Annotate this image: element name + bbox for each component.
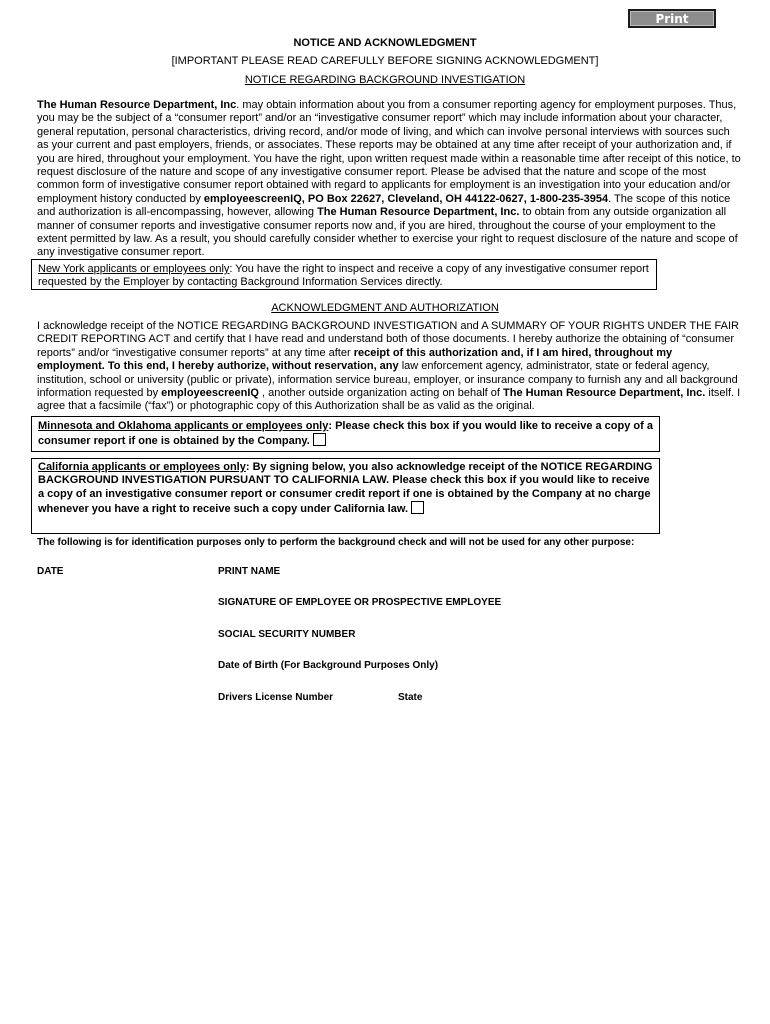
notice-heading <box>0 73 770 87</box>
ack-heading <box>0 301 770 315</box>
notice-company: The Human Resource Department, Inc <box>37 99 237 111</box>
ack-text-4: itself. I agree that a facsimile (“fax”) or photographic copy of this Authorization shall be as valid as the original. <box>37 387 741 413</box>
ack-text-1: I acknowledge receipt of the NOTICE REGARDING BACKGROUND INVESTIGATION and A SUMMARY OF YOUR RIGHTS UNDER THE FAIR CREDIT REPORTING ACT and certify that I have read and understand both of those documents. I hereby authorize the obtaining of “consumer reports” and/or “investigative consumer reports” at any time after <box>37 320 739 359</box>
ack-paragraph <box>37 320 741 414</box>
dob-label: Date of Birth (For Background Purposes Only) <box>218 660 439 671</box>
ack-text-2: law enforcement agency, administrator, state or federal agency, institution, school or university (public or private), information service bureau, employer, or insurance company to furnish any and all background information requested by <box>37 360 738 400</box>
notice-agency: employeescreenIQ, PO Box 22627, Cleveland, OH 44122-0627, 1-800-235-3954 <box>203 192 609 205</box>
ack-heading-text: ACKNOWLEDGMENT AND AUTHORIZATION <box>271 302 499 314</box>
ack-agency: employeescreenIQ <box>161 387 259 400</box>
ack-company: The Human Resource Department, Inc. <box>503 387 706 400</box>
notice-paragraph <box>37 99 741 260</box>
minnesota-checkbox[interactable] <box>313 433 326 446</box>
minnesota-label: Minnesota and Oklahoma applicants or employees only <box>38 420 329 432</box>
minnesota-text: : Please check this box if you would like to receive a copy of a consumer report if one is obtained by the Company. <box>38 420 653 448</box>
state-label: State <box>398 692 423 703</box>
print-name-label: PRINT NAME <box>218 566 281 577</box>
signature-label: SIGNATURE OF EMPLOYEE OR PROSPECTIVE EMPLOYEE <box>218 597 502 608</box>
print-button[interactable]: Print <box>628 9 716 28</box>
notice-heading-text: NOTICE REGARDING BACKGROUND INVESTIGATION <box>244 74 526 86</box>
license-label: Drivers License Number <box>218 692 334 703</box>
page-title: NOTICE AND ACKNOWLEDGMENT <box>293 37 477 49</box>
notice-text-1: . may obtain information about you from a consumer reporting agency for employment purposes. Thus, you may be the subject of a “consumer report” and/or an “investigative consumer report” which may include information about your character, general reputation, personal characteristics, driving record, and/or mode of living, and which can involve personal interviews with sources such as your current and past employers, friends, or associates. These reports may be obtained at any time after receipt of your authorization and, if you are hired, throughout your employment. You have the right, upon written request made within a reasonable time after receipt of this notice, to request disclosure of the nature and scope of any investigative consumer report. Please be advised that the nature and scope of the most common form of investigative consumer report obtained with regard to applicants for employment is an investigation into your education and/or employment history conducted by <box>37 99 741 205</box>
california-label: California applicants or employees only <box>38 461 246 473</box>
new-york-label: New York applicants or employees only <box>38 263 230 275</box>
date-label: DATE <box>37 566 64 577</box>
new-york-text: : You have the right to inspect and receive a copy of any investigative consumer report requested by the Employer by contacting Background Information Services directly. <box>38 263 649 289</box>
notice-company-2: The Human Resource Department, Inc. <box>317 206 520 219</box>
minnesota-box <box>31 416 660 452</box>
page-subtitle: [IMPORTANT PLEASE READ CAREFULLY BEFORE SIGNING ACKNOWLEDGMENT] <box>171 55 599 67</box>
california-text: : By signing below, you also acknowledge receipt of the NOTICE REGARDING BACKGROUND INVESTIGATION PURSUANT TO CALIFORNIA LAW. Please check this box if you would like to receive a copy of an investigative consumer report or consumer credit report if one is obtained by the Company at no charge whenever you have a right to receive such a copy under California law. <box>38 461 653 516</box>
identification-note: The following is for identification purposes only to perform the background check and will not be used for any other purpose: <box>37 537 635 548</box>
notice-text-3: to obtain from any outside organization all manner of consumer reports and investigative consumer reports now and, if you are hired, throughout the course of your employment to the extent permitted by law. As a result, you should carefully consider whether to exercise your right to request disclosure of the nature and scope of any investigative consumer report. <box>37 206 738 259</box>
new-york-box <box>31 259 657 290</box>
california-box <box>31 458 660 534</box>
california-checkbox[interactable] <box>411 501 424 514</box>
notice-text-2: . The scope of this notice and authorization is all-encompassing, however, allowing <box>37 192 731 219</box>
ack-text-3: , another outside organization acting on behalf of <box>258 387 503 400</box>
ssn-label: SOCIAL SECURITY NUMBER <box>218 629 356 640</box>
ack-bold-1: receipt of this authorization and, if I am hired, throughout my employment. To this end, I hereby authorize, without reservation, any <box>37 346 673 373</box>
